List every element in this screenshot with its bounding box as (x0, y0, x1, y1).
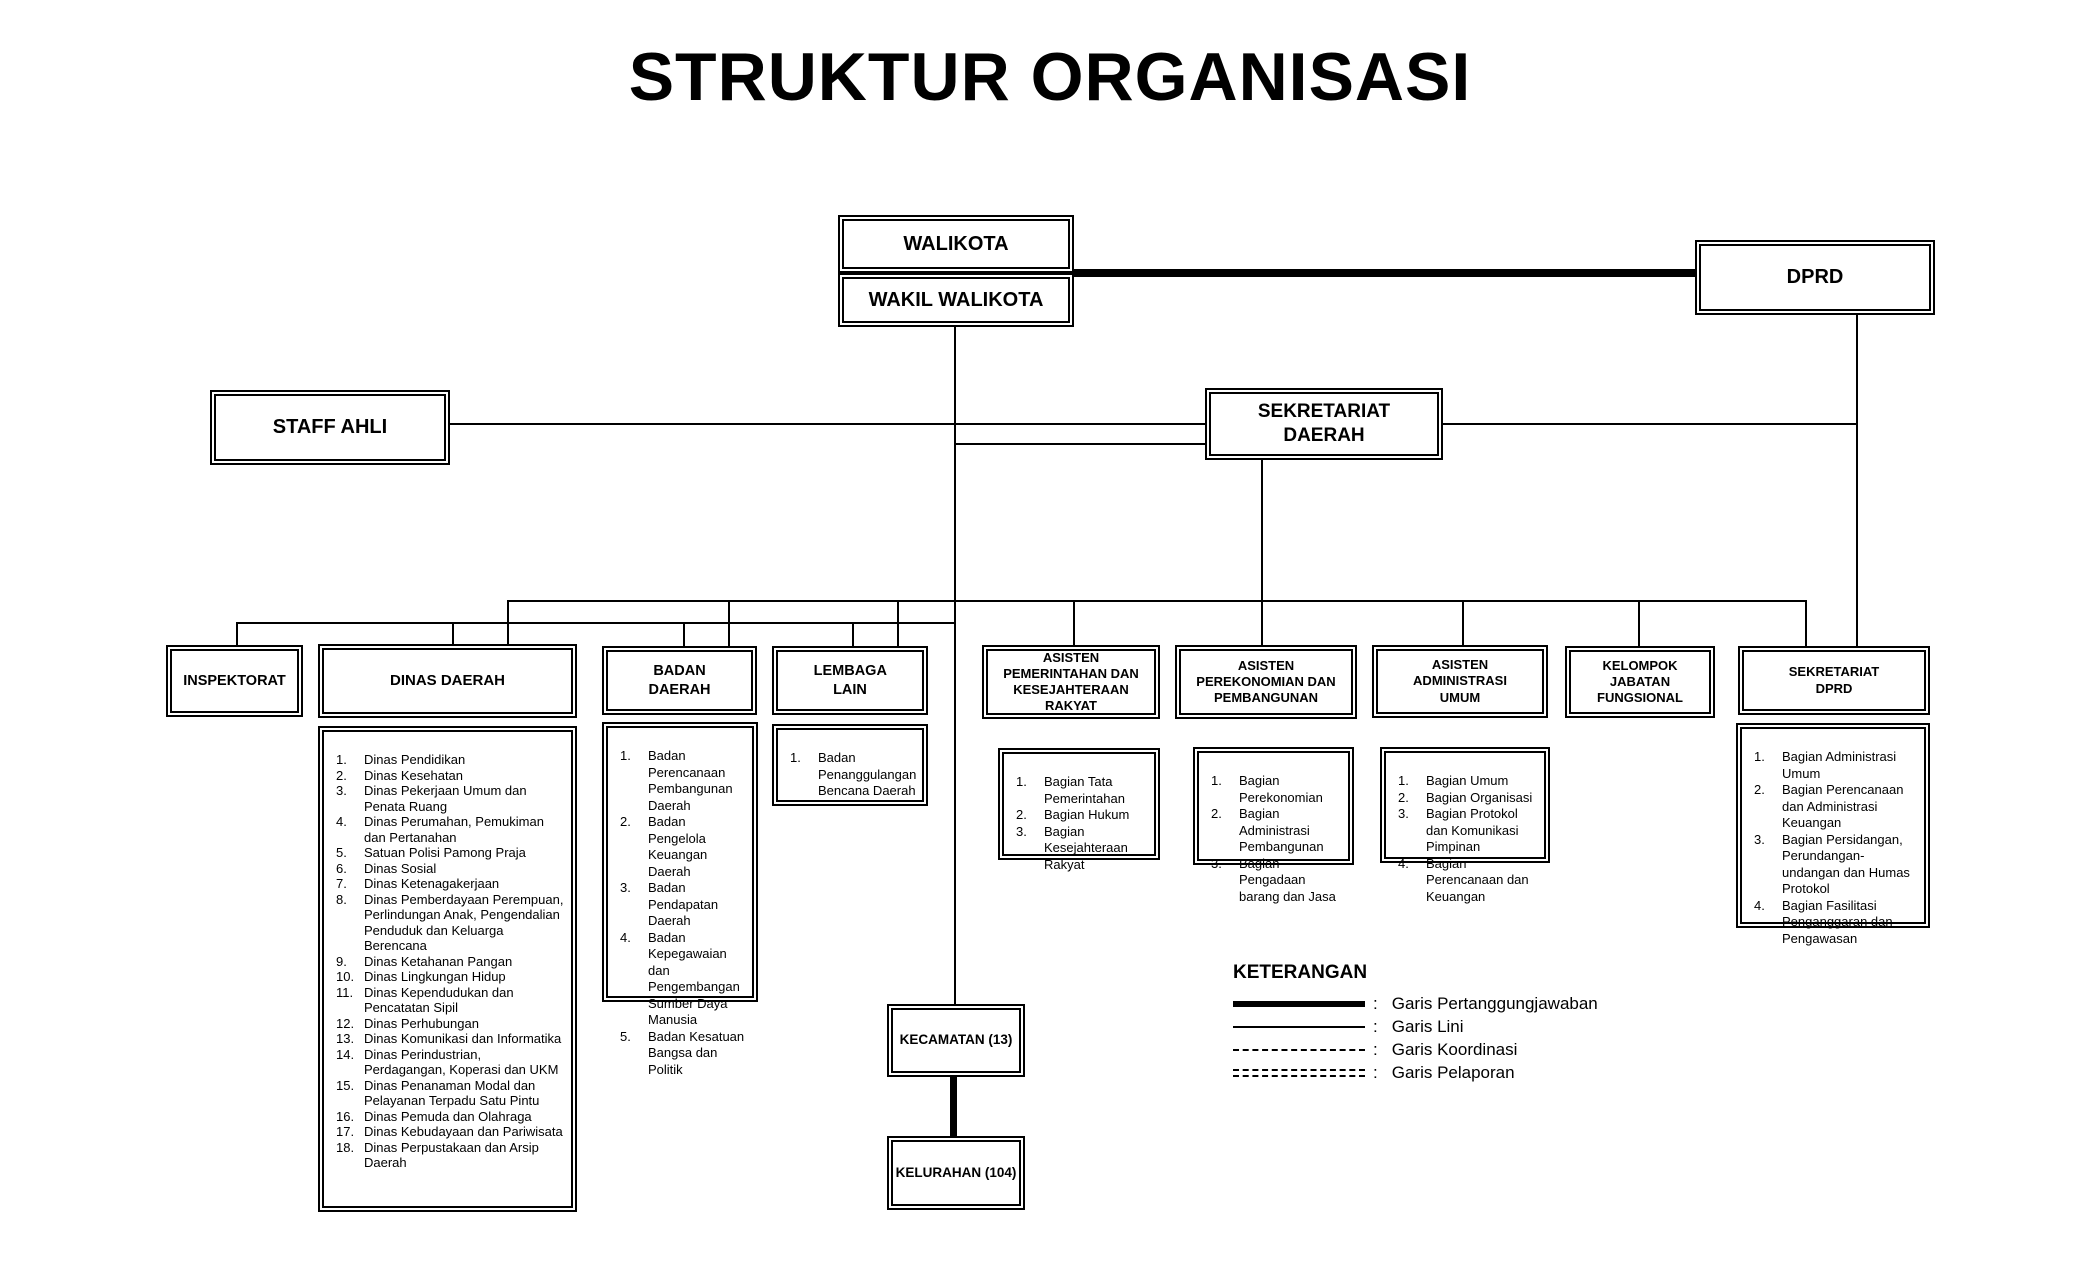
node-kelurahan (887, 1136, 1025, 1210)
list-asisten-pemerintahan (998, 748, 1160, 872)
list-item: 4. Bagian Fasilitasi Penganggaran dan Pengawasan (1754, 897, 1893, 946)
legend-row-pertanggungjawaban (1233, 992, 1598, 1015)
list-dinas-daerah (318, 726, 577, 1212)
stub-kelompok (1638, 600, 1640, 647)
stub-badan-left (683, 622, 685, 647)
connector-sekda-down (1261, 460, 1263, 647)
legend-label: Garis Koordinasi (1391, 1039, 1518, 1059)
node-dinas-daerah-label: DINAS DAERAH (389, 671, 505, 689)
connector-walikota-dprd-thick (1074, 269, 1695, 277)
list-item: 2. Dinas Kesehatan (336, 767, 464, 783)
list-item: 7. Dinas Ketenagakerjaan (336, 876, 500, 891)
list-item: 2. Bagian Organisasi (1398, 789, 1533, 805)
node-kecamatan (887, 1004, 1025, 1077)
list-item: 13. Dinas Komunikasi dan Informatika (336, 1031, 562, 1046)
stub-sekdprd-left (1805, 600, 1807, 647)
list-badan-daerah (602, 722, 758, 1077)
dashed-line-sample (1233, 1049, 1365, 1051)
legend-colon: : (1373, 1039, 1378, 1059)
list-item: 1. Badan Penanggulangan Bencana Daerah (790, 750, 917, 798)
connector-central-sekda (954, 443, 1205, 445)
list-item: 4. Bagian Perencanaan dan Keuangan (1398, 855, 1529, 904)
list-item: 12. Dinas Perhubungan (336, 1015, 479, 1031)
list-item: 18. Dinas Perpustakaan dan Arsip Daerah (336, 1139, 539, 1170)
stub-asisten-administrasi (1462, 600, 1464, 647)
node-sekretariat-dprd-label: SEKRETARIAT DPRD (1788, 664, 1880, 696)
node-asisten-administrasi (1372, 645, 1548, 718)
node-kecamatan-label: KECAMATAN (13) (899, 1032, 1013, 1048)
list-item: 3. Bagian Pengadaan barang dan Jasa (1211, 855, 1336, 904)
connector-dprd-sekdprd (1856, 315, 1858, 646)
node-kelompok-jabatan-label: KELOMPOK JABATAN FUNGSIONAL (1597, 657, 1683, 706)
connector-staffahli-sekda (450, 423, 1205, 425)
list-item: 9. Dinas Ketahanan Pangan (336, 953, 513, 969)
list-item: 1. Bagian Perekonomian (1211, 773, 1323, 805)
node-staff-ahli (210, 390, 450, 465)
node-kelurahan-label: KELURAHAN (104) (895, 1164, 1017, 1180)
bus-sekda-row (507, 600, 1807, 602)
list-item: 1. Bagian Umum (1398, 773, 1509, 788)
list-item: 5. Satuan Polisi Pamong Praja (336, 845, 526, 860)
list-item: 17. Dinas Kebudayaan dan Pariwisata (336, 1124, 563, 1139)
node-asisten-administrasi-label: ASISTEN ADMINISTRASI UMUM (1413, 657, 1507, 705)
node-asisten-perekonomian-label: ASISTEN PEREKONOMIAN DAN PEMBANGUNAN (1196, 657, 1336, 706)
legend-row-pelaporan (1233, 1061, 1598, 1084)
thick-solid-line-sample (1233, 1001, 1365, 1007)
list-item: 3. Bagian Kesejahteraan Rakyat (1016, 823, 1128, 872)
list-item: 4. Badan Kepegawaian dan Pengembangan Sumber Daya Manusia (620, 929, 740, 1027)
list-item: 3. Badan Pendapatan Daerah (620, 880, 719, 928)
list-item: 1. Dinas Pendidikan (336, 752, 466, 767)
node-staff-ahli-label: STAFF AHLI (272, 416, 388, 438)
node-wakil-walikota-label: WAKIL WALIKOTA (868, 288, 1044, 311)
stub-lembaga-left (852, 622, 854, 647)
node-dprd-label: DPRD (1786, 266, 1844, 288)
list-sekretariat-dprd (1736, 723, 1930, 946)
node-lembaga-lain-label: LEMBAGA LAIN (813, 663, 887, 698)
node-dinas-daerah (318, 644, 577, 718)
legend-row-koordinasi (1233, 1038, 1598, 1061)
list-item: 4. Dinas Perumahan, Pemukiman dan Pertanahan (336, 814, 544, 845)
list-item: 1. Bagian Administrasi Umum (1754, 749, 1897, 781)
bus-walikota-row (236, 622, 956, 624)
page-title: STRUKTUR ORGANISASI (628, 39, 1472, 115)
node-asisten-perekonomian (1175, 645, 1357, 719)
legend-row-lini (1233, 1015, 1598, 1038)
list-lembaga-lain (772, 724, 928, 806)
node-asisten-pemerintahan-label: ASISTEN PEMERINTAHAN DAN KESEJAHTERAAN RAKYAT (1003, 649, 1139, 714)
legend-colon: : (1373, 1062, 1378, 1082)
list-item: 2. Bagian Perencanaan dan Administrasi Keuangan (1754, 782, 1904, 830)
connector-kecamatan-kelurahan-thick (950, 1077, 957, 1136)
node-badan-daerah (602, 646, 757, 715)
list-item: 8. Dinas Pemberdayaan Perempuan, Perlindungan Anak, Pengendalian Penduduk dan Keluarga Berencana (336, 891, 564, 953)
list-item: 3. Bagian Persidangan, Perundangan-undangan dan Humas Protokol (1754, 831, 1910, 896)
node-wakil-walikota (838, 273, 1074, 327)
list-item: 2. Badan Pengelola Keuangan Daerah (620, 814, 708, 879)
node-dprd (1695, 240, 1935, 315)
stub-inspektorat (236, 622, 238, 647)
list-item: 1. Bagian Tata Pemerintahan (1016, 774, 1125, 806)
list-item: 14. Dinas Perindustrian, Perdagangan, Koperasi dan UKM (336, 1046, 559, 1077)
thin-solid-line-sample (1233, 1026, 1365, 1028)
node-sekretariat-daerah-label: SEKRETARIAT DAERAH (1257, 401, 1391, 446)
node-asisten-pemerintahan (982, 645, 1160, 719)
list-item: 11. Dinas Kependudukan dan Pencatatan Sipil (336, 984, 514, 1015)
legend-colon: : (1373, 993, 1378, 1013)
node-inspektorat (166, 645, 303, 717)
list-item: 6. Dinas Sosial (336, 860, 437, 876)
list-item: 3. Bagian Protokol dan Komunikasi Pimpinan (1398, 806, 1519, 854)
list-item: 1. Badan Perencanaan Pembangunan Daerah (620, 748, 733, 813)
double-dashed-line-sample (1233, 1069, 1365, 1077)
node-kelompok-jabatan (1565, 646, 1715, 718)
legend-title: KETERANGAN (1233, 962, 1368, 983)
connector-walikota-vertical (954, 327, 956, 1004)
node-lembaga-lain (772, 646, 928, 715)
node-sekretariat-dprd (1738, 646, 1930, 715)
list-item: 15. Dinas Penanaman Modal dan Pelayanan Terpadu Satu Pintu (336, 1077, 540, 1108)
node-walikota-label: WALIKOTA (903, 232, 1009, 255)
legend-label: Garis Pertanggungjawaban (1391, 993, 1598, 1013)
connector-sekda-dprd (1443, 423, 1858, 425)
list-item: 10. Dinas Lingkungan Hidup (336, 969, 506, 984)
node-walikota (838, 215, 1074, 273)
list-item: 2. Bagian Administrasi Pembangunan (1211, 806, 1324, 854)
legend-label: Garis Lini (1391, 1016, 1464, 1036)
node-badan-daerah-label: BADAN DAERAH (648, 663, 711, 698)
stub-asisten-pemerintahan (1073, 600, 1075, 647)
list-item: 5. Badan Kesatuan Bangsa dan Politik (620, 1028, 745, 1077)
list-asisten-perekonomian (1193, 747, 1354, 904)
node-sekretariat-daerah (1205, 388, 1443, 460)
legend-colon: : (1373, 1016, 1378, 1036)
list-item: 16. Dinas Pemuda dan Olahraga (336, 1108, 532, 1124)
list-asisten-administrasi (1380, 747, 1550, 904)
list-item: 3. Dinas Pekerjaan Umum dan Penata Ruang (336, 783, 527, 814)
node-inspektorat-label: INSPEKTORAT (183, 672, 286, 689)
legend-label: Garis Pelaporan (1391, 1062, 1515, 1082)
legend (1233, 962, 1598, 1084)
list-item: 2. Bagian Hukum (1016, 807, 1130, 822)
